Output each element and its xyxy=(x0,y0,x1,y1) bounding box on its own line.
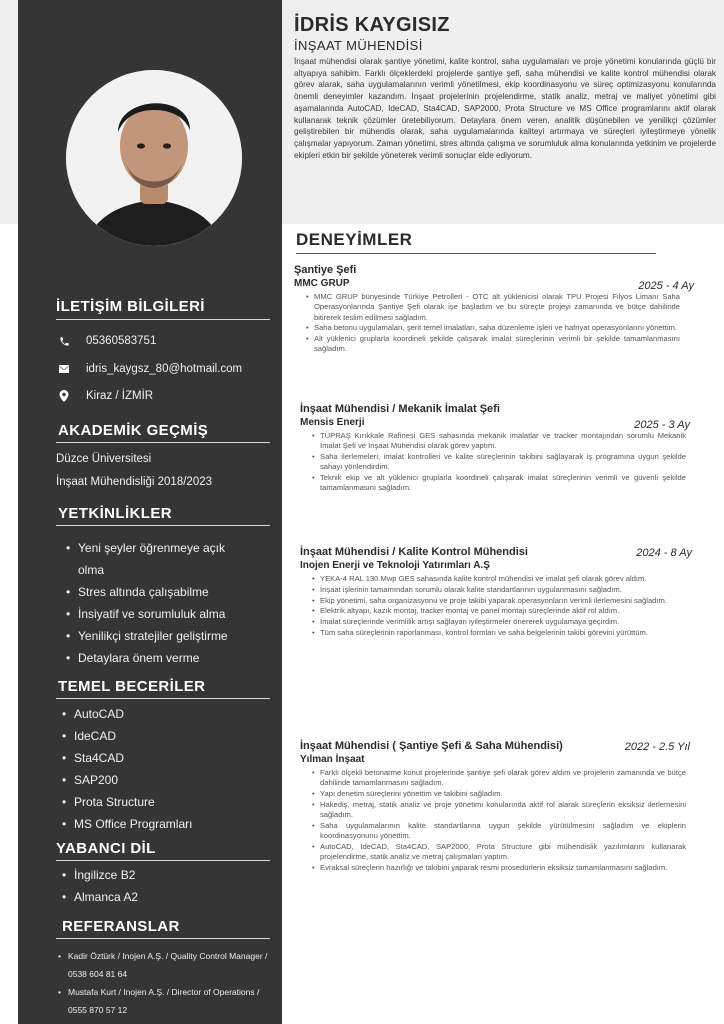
competencies-divider xyxy=(56,525,270,526)
profile-photo-illustration xyxy=(66,70,242,246)
job-title: İnşaat Mühendisi / Mekanik İmalat Şefi xyxy=(300,403,500,415)
job-bullet: • Saha ilerlemeleri, imalat kontrolleri ve kalite süreçlerinin takibini sağlayarak iş programına uygun şekilde sahayı yönlendirdim. xyxy=(312,452,686,473)
job-bullet: • AutoCAD, IdeCAD, Sta4CAD, SAP2000, Prota Structure gibi mühendislik yazılımlarını kullanarak projelendirme, statik analiz ve metraj çalışmaları yaptım. xyxy=(312,842,686,863)
job-bullet: • Evraksal süreçlerin hazırlığı ve takibini yaparak resmi prosedürlerin eksiksiz tamamlanmasını sağladım. xyxy=(312,863,686,873)
job-bullets xyxy=(300,574,686,638)
competency-item: • İnsiyatif ve sorumluluk alma xyxy=(66,603,246,625)
job-entry xyxy=(300,403,700,494)
job-bullet: • TÜPRAŞ Kırıkkale Rafinesi GES sahasında mekanik imalatlar ve tracker montajından sorumlu Mekanik İmalat Şefi ve İnşaat Mühendisi olarak görev yaptım. xyxy=(312,431,686,452)
job-date: 2024 - 8 Ay xyxy=(636,547,692,559)
job-bullet: • Yapı denetim süreçlerini yönettim ve takibini sağladım. xyxy=(312,789,686,799)
job-bullet: • YEKA-4 RAL 130 Mwp GES sahasında kalite kontrol mühendisi ve imalat şefi olarak görev aldım. xyxy=(312,574,686,584)
job-bullets xyxy=(300,768,686,873)
job-bullet: • Teknik ekip ve alt yüklenici gruplarla koordineli çalışarak imalat süreçlerinin verimli ve güvenli şekilde tamamlanmasını sağladım. xyxy=(312,473,686,494)
reference-item: • Kadir Öztürk / Inojen A.Ş. / Quality Control Manager / 0538 604 81 64 xyxy=(58,948,278,983)
skill-item: • Prota Structure xyxy=(62,791,262,813)
job-bullet: • Hakediş, metraj, statik analiz ve proje yönetimi konularında aktif rol alarak süreçlerin eksiksiz ilerlemesini sağladım. xyxy=(312,800,686,821)
candidate-name: İDRİS KAYGISIZ xyxy=(294,14,450,36)
job-title: İnşaat Mühendisi / Kalite Kontrol Mühendisi xyxy=(300,546,528,558)
skills-list xyxy=(62,703,262,835)
references-heading: REFERANSLAR xyxy=(62,918,180,935)
competency-item: • Stres altında çalışabilme xyxy=(66,581,246,603)
experience-divider xyxy=(296,253,656,254)
contact-phone[interactable]: 05360583751 xyxy=(86,335,157,347)
job-bullet: • Saha uygulamalarının kalite standartlarına uygun şekilde yürütülmesini sağladım ve ekiplerin koordinasyonunu yönettim. xyxy=(312,821,686,842)
contact-email-row xyxy=(58,363,242,375)
education-school: Düzce Üniversitesi xyxy=(56,453,152,465)
skill-item: • IdeCAD xyxy=(62,725,262,747)
job-bullet: • İnşaat işlerinin tamamından sorumlu olarak kalite standartlarının uygulanmasını sağladım. xyxy=(312,585,686,595)
references-divider xyxy=(56,938,270,939)
job-entry xyxy=(294,264,694,355)
skill-item: • Sta4CAD xyxy=(62,747,262,769)
job-entry xyxy=(300,740,700,874)
job-bullet: • Ekip yönetimi, saha organizasyonu ve proje takibi yaparak operasyonların verimli ilerlemesini sağladım. xyxy=(312,596,686,606)
skill-item: • SAP200 xyxy=(62,769,262,791)
contact-phone-row xyxy=(58,335,156,347)
education-heading: AKADEMİK GEÇMİŞ xyxy=(58,422,209,439)
contact-location-row xyxy=(58,390,153,402)
sidebar xyxy=(18,0,282,1024)
job-bullet: • Farklı ölçekli betonarme konut projelerinde şantiye şefi olarak görev aldım ve projelerin zamanında ve bütçe dahilinde tamamlanmasını sağladım. xyxy=(312,768,686,789)
job-date: 2022 - 2.5 Yıl xyxy=(624,741,690,753)
competency-item: • Detaylara önem verme xyxy=(66,647,246,669)
job-bullets xyxy=(294,292,680,355)
job-bullet: • Elektrik altyapı, kazık montaj, tracker montaj ve panel montajı süreçlerinde aktif rol aldım. xyxy=(312,606,686,616)
job-company: Inojen Enerji ve Teknoloji Yatırımları A.Ş xyxy=(300,560,490,571)
contact-heading: İLETİŞİM BİLGİLERİ xyxy=(56,298,205,315)
job-bullet: • Tüm saha süreçlerinin raporlanması, kontrol formları ve saha belgelerinin takibi görevini yürüttüm. xyxy=(312,628,686,638)
languages-heading: YABANCI DİL xyxy=(56,840,156,857)
profile-photo xyxy=(66,70,242,246)
job-bullets xyxy=(300,431,686,494)
competency-item: • Yenilikçi stratejiler geliştirme xyxy=(66,625,246,647)
job-company: MMC GRUP xyxy=(294,278,350,289)
job-date: 2025 - 4 Ay xyxy=(638,280,694,292)
languages-divider xyxy=(56,860,270,861)
language-item: • Almanca A2 xyxy=(62,886,262,908)
location-pin-icon xyxy=(58,390,70,402)
phone-icon xyxy=(58,335,70,347)
job-entry xyxy=(300,546,700,639)
job-title: İnşaat Mühendisi ( Şantiye Şefi & Saha Mühendisi) xyxy=(300,740,563,752)
contact-location: Kiraz / İZMİR xyxy=(86,390,154,402)
job-bullet: • Saha betonu uygulamaları, şerit temel imalatları, saha düzenleme işleri ve hafriyat operasyonlarını yönettim. xyxy=(306,323,680,333)
job-company: Mensis Enerji xyxy=(300,417,365,428)
job-bullet: • Alt yüklenici gruplarla koordineli şekilde çalışarak imalat süreçlerinin verimli bir şekilde tamamlanmasını sağladım. xyxy=(306,334,680,355)
competencies-list xyxy=(66,537,246,669)
education-degree: İnşaat Mühendisliği 2018/2023 xyxy=(56,476,213,488)
language-item: • İngilizce B2 xyxy=(62,864,262,886)
skill-item: • MS Office Programları xyxy=(62,813,262,835)
job-bullet: • İmalat süreçlerinde verimlilik artışı sağlayan iyileştirmeler önererek uygulamaya geçirdim. xyxy=(312,617,686,627)
skills-divider xyxy=(56,698,270,699)
contact-divider xyxy=(56,319,270,320)
job-title: Şantiye Şefi xyxy=(294,264,357,276)
job-bullet: • MMC GRUP bünyesinde Türkiye Petrolleri - OTC alt yüklenicisi olarak TPU Projesi Filyos Limanı Saha Operasyonlarında Şantiye Şefi olarak işe başladım ve bu süreçte projeyi zamanında ve bütçe dahilinde bitirerek teslim edilmesi sağladım. xyxy=(306,292,680,323)
experience-heading: DENEYİMLER xyxy=(296,230,413,249)
skills-heading: TEMEL BECERİLER xyxy=(58,678,206,695)
job-company: Yılman İnşaat xyxy=(300,754,365,765)
contact-email[interactable]: idris_kaygsz_80@hotmail.com xyxy=(86,363,243,375)
competencies-heading: YETKİNLİKLER xyxy=(58,505,172,522)
skill-item: • AutoCAD xyxy=(62,703,262,725)
languages-list xyxy=(62,864,262,908)
competency-item: • Yeni şeyler öğrenmeye açık olma xyxy=(66,537,246,581)
envelope-icon xyxy=(58,363,70,375)
references-list xyxy=(58,948,278,1020)
education-divider xyxy=(56,442,270,443)
reference-item: • Mustafa Kurt / Inojen A.Ş. / Director of Operations / 0555 870 57 12 xyxy=(58,984,278,1019)
candidate-title: İNŞAAT MÜHENDİSİ xyxy=(294,38,423,53)
profile-summary: İnşaat mühendisi olarak şantiye yönetimi, kalite kontrol, saha uygulamaları ve proje yönetimi konularında güçlü bir altyapıya sahibim. Farklı ölçeklerdeki projelerde şantiye şefi, saha mühendisi ve kalite kontrol mühendisi olarak görev alarak, saha uygulamalarının verimli yönetilmesi, ekip koordinasyonu ve süreç optimizasyonu konularında önemli deneyimler kazandım. İnşaat projelerinin projelendirme, statik analiz, metraj ve maliyet yönetimi gibi aşamalarında AutoCAD, IdeCAD, Sta4CAD, SAP2000, Prota Structure ve MS Office programlarını aktif olarak kullanarak teknik çözümler üretebiliyorum. Detaylara önem veren, analitik düşünebilen ve yenilikçi çözümler geliştirebilen bir mühendis olarak, saha uygulamalarında kaliteyi artırmaya ve süreçleri iyileştirmeye yönelik çalışmalar yapıyorum. Zaman yönetimi, stres altında çalışma ve sorumluluk alma konularında yetkinim ve projelerde ekipleri etkin bir şekilde yöneterek verimli sonuçlar elde ediyorum. xyxy=(294,57,716,160)
job-date: 2025 - 3 Ay xyxy=(634,419,690,431)
